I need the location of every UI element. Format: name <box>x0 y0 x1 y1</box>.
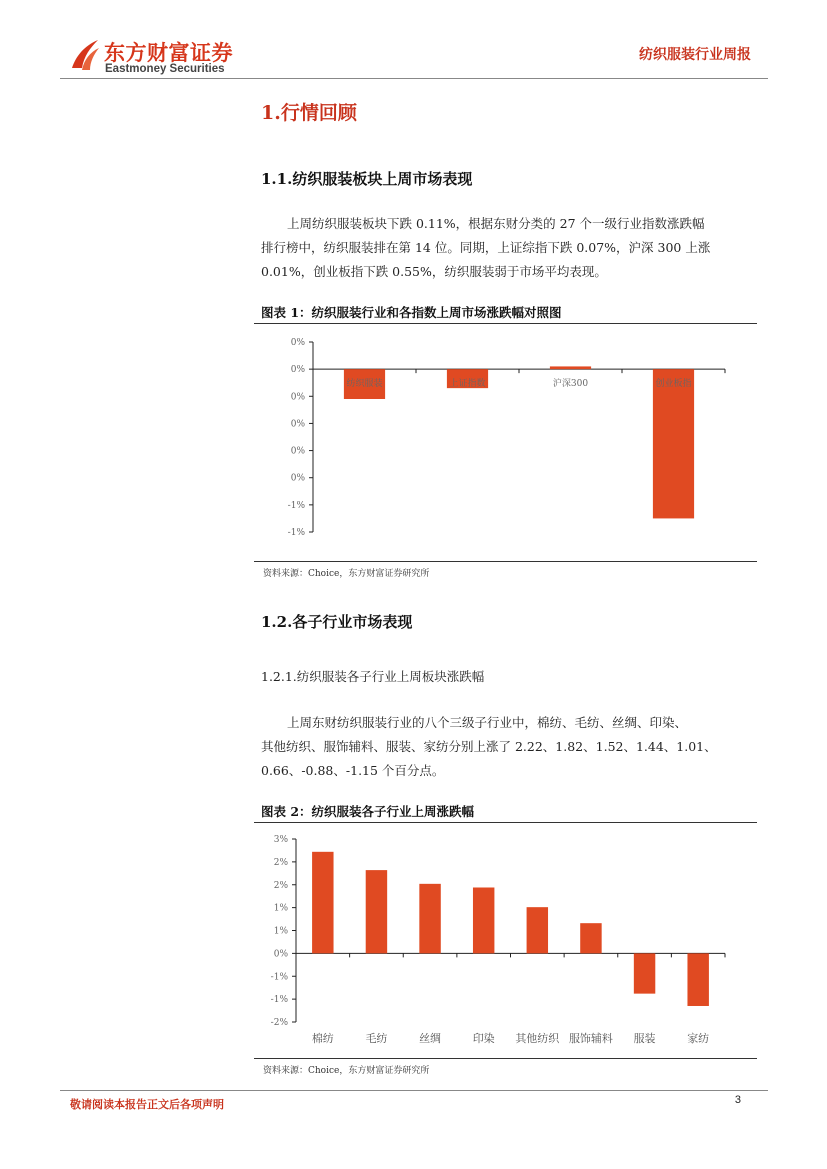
x-category-label: 服饰辅料 <box>568 1032 613 1045</box>
y-tick-label: -1% <box>287 528 305 538</box>
bar <box>366 870 387 953</box>
footer-disclaimer: 敬请阅读本报告正文后各项声明 <box>70 1098 224 1111</box>
y-tick-label: 0% <box>290 419 305 430</box>
bar <box>419 884 440 954</box>
page-number: 3 <box>734 1094 741 1106</box>
subsection-heading: 1.1.纺织服装板块上周市场表现 <box>261 170 473 188</box>
x-category-label: 服装 <box>633 1032 656 1045</box>
x-category-label: 家纺 <box>687 1032 710 1045</box>
x-category-label: 印染 <box>472 1032 495 1045</box>
y-tick-label: 0% <box>290 338 305 348</box>
section-heading: 1.行情回顾 <box>261 102 357 124</box>
figure-2-chart <box>254 826 757 1056</box>
y-tick-label: 0% <box>290 446 305 457</box>
bar <box>687 953 708 1006</box>
x-category-label: 毛纺 <box>365 1032 388 1045</box>
paragraph-line: 排行榜中，纺织服装排在第 14 位。同期，上证综指下跌 0.07%，沪深 300 上涨 <box>261 240 711 255</box>
y-tick-label: 1% <box>273 903 288 914</box>
footer-divider <box>60 1090 768 1091</box>
y-tick-label: 0% <box>290 365 305 376</box>
bar <box>550 366 591 369</box>
paragraph-line: 上周纺织服装板块下跌 0.11%，根据东财分类的 27 个一级行业指数涨跌幅 <box>287 216 705 231</box>
x-category-label: 纺织服装 <box>346 379 383 390</box>
bar <box>580 923 601 953</box>
y-tick-label: 2% <box>273 880 288 891</box>
y-tick-label: 0% <box>273 949 288 960</box>
figure-1-title: 图表 1：纺织服装行业和各指数上周市场涨跌幅对照图 <box>261 305 562 320</box>
y-tick-label: -1% <box>287 500 305 511</box>
figure-2-title: 图表 2：纺织服装各子行业上周涨跌幅 <box>261 804 475 819</box>
x-category-label: 上证指数 <box>449 379 486 390</box>
bar <box>473 887 494 953</box>
brand-logo-mark <box>70 38 100 72</box>
y-tick-label: 1% <box>273 926 288 937</box>
figure-1-chart <box>254 326 757 558</box>
paragraph-line: 0.01%，创业板指下跌 0.55%，纺织服装弱于市场平均表现。 <box>261 264 607 279</box>
y-tick-label: 0% <box>290 473 305 484</box>
figure-1-source: 资料来源：Choice，东方财富证券研究所 <box>263 569 430 579</box>
figure-2-source: 资料来源：Choice，东方财富证券研究所 <box>263 1066 430 1076</box>
y-tick-label: 2% <box>273 857 288 868</box>
x-category-label: 丝绸 <box>419 1032 442 1045</box>
brand-logo <box>70 36 240 80</box>
paragraph-line: 上周东财纺织服装行业的八个三级子行业中，棉纺、毛纺、丝绸、印染、 <box>287 715 688 730</box>
y-tick-label: -2% <box>270 1018 288 1028</box>
bar <box>634 953 655 993</box>
y-tick-label: -1% <box>270 995 288 1006</box>
subsection-heading: 1.2.各子行业市场表现 <box>261 613 413 631</box>
brand-name-cn: 东方财富证券 <box>104 41 233 65</box>
y-tick-label: 3% <box>273 835 288 845</box>
y-tick-label: -1% <box>270 972 288 983</box>
bar <box>312 852 333 954</box>
x-category-label: 创业板指 <box>655 379 692 390</box>
bar <box>527 907 548 953</box>
bar <box>653 369 694 518</box>
x-category-label: 棉纺 <box>311 1032 334 1045</box>
brand-name-en: Eastmoney Securities <box>105 63 225 75</box>
figure-1-bottom-rule <box>254 561 757 562</box>
figure-2-bottom-rule <box>254 1058 757 1059</box>
figure-2-top-rule <box>254 822 757 823</box>
report-title: 纺织服装行业周报 <box>639 47 751 63</box>
header-divider <box>60 78 768 79</box>
paragraph-subindustry-performance <box>261 711 757 783</box>
figure-1-top-rule <box>254 323 757 324</box>
x-category-label: 其他纺织 <box>515 1032 560 1045</box>
paragraph-line: 0.66、-0.88、-1.15 个百分点。 <box>261 763 445 778</box>
x-category-label: 沪深300 <box>552 379 589 390</box>
paragraph-line: 其他纺织、服饰辅料、服装、家纺分别上涨了 2.22、1.82、1.52、1.44、1.01、 <box>261 739 717 754</box>
y-tick-label: 0% <box>290 392 305 403</box>
paragraph-market-performance <box>261 212 757 284</box>
subsubsection-heading: 1.2.1.纺织服装各子行业上周板块涨跌幅 <box>261 669 485 684</box>
